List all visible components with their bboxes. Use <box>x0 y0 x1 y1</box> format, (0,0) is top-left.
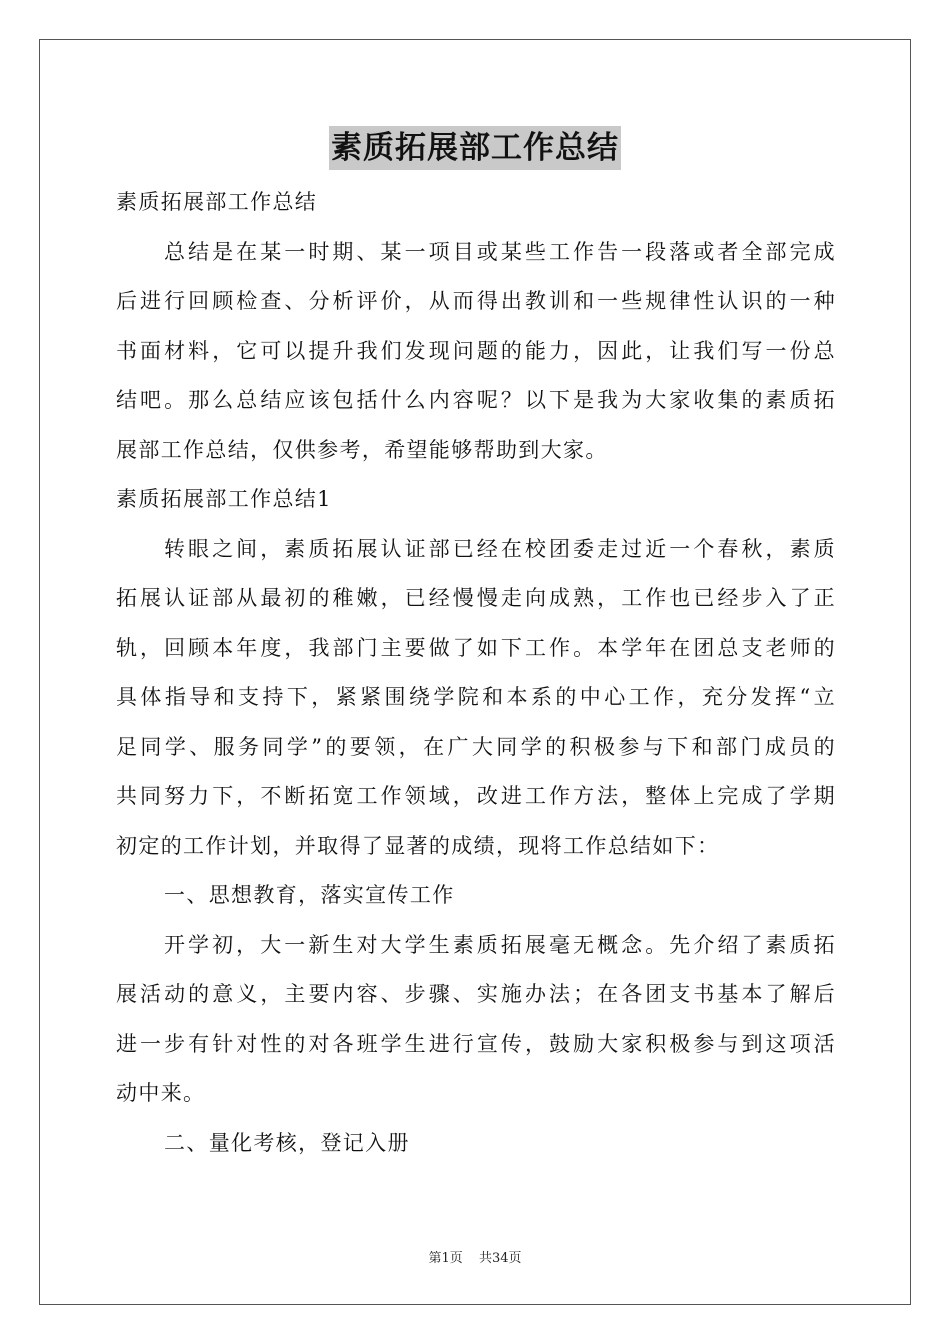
text-line: 开学初，大一新生对大学生素质拓展毫无概念。先介绍了素质拓 <box>164 932 836 957</box>
text-line: 轨，回顾本年度，我部门主要做了如下工作。本学年在团总支老师的 <box>116 635 836 660</box>
text-line: 足同学、服务同学”的要领，在广大同学的积极参与下和部门成员的 <box>116 734 836 759</box>
document-title: 素质拓展部工作总结 <box>329 126 621 170</box>
text-line: 初定的工作计划，并取得了显著的成绩，现将工作总结如下： <box>116 833 720 858</box>
text-line: 结吧。那么总结应该包括什么内容呢？以下是我为大家收集的素质拓 <box>116 388 836 412</box>
title-area <box>0 126 950 170</box>
document-body <box>116 178 836 1168</box>
text-line: 素质拓展部工作总结1 <box>116 487 332 511</box>
text-line: 一、思想教育，落实宣传工作 <box>164 883 455 907</box>
text-line: 拓展认证部从最初的稚嫩，已经慢慢走向成熟，工作也已经步入了正 <box>116 586 836 610</box>
text-line: 共同努力下，不断拓宽工作领域，改进工作方法，整体上完成了学期 <box>116 784 836 808</box>
text-line: 二、量化考核，登记入册 <box>164 1130 410 1155</box>
text-line: 后进行回顾检查、分析评价，从而得出教训和一些规律性认识的一种 <box>116 289 836 313</box>
text-line: 转眼之间，素质拓展认证部已经在校团委走过近一个春秋，素质 <box>164 536 836 561</box>
page-footer <box>0 1247 950 1266</box>
text-line: 进一步有针对性的对各班学生进行宣传，鼓励大家积极参与到这项活 <box>116 1031 836 1056</box>
text-line: 动中来。 <box>116 1081 206 1105</box>
text-line: 总结是在某一时期、某一项目或某些工作告一段落或者全部完成 <box>164 239 836 264</box>
text-line: 展部工作总结，仅供参考，希望能够帮助到大家。 <box>116 437 608 462</box>
text-line: 素质拓展部工作总结 <box>116 190 318 214</box>
text-line: 书面材料，它可以提升我们发现问题的能力，因此，让我们写一份总 <box>116 338 836 363</box>
text-line: 具体指导和支持下，紧紧围绕学院和本系的中心工作，充分发挥“立 <box>116 685 836 709</box>
page-number: 第1页 <box>428 1251 463 1266</box>
text-line: 展活动的意义，主要内容、步骤、实施办法；在各团支书基本了解后 <box>116 982 836 1006</box>
page-total: 共34页 <box>478 1251 522 1266</box>
